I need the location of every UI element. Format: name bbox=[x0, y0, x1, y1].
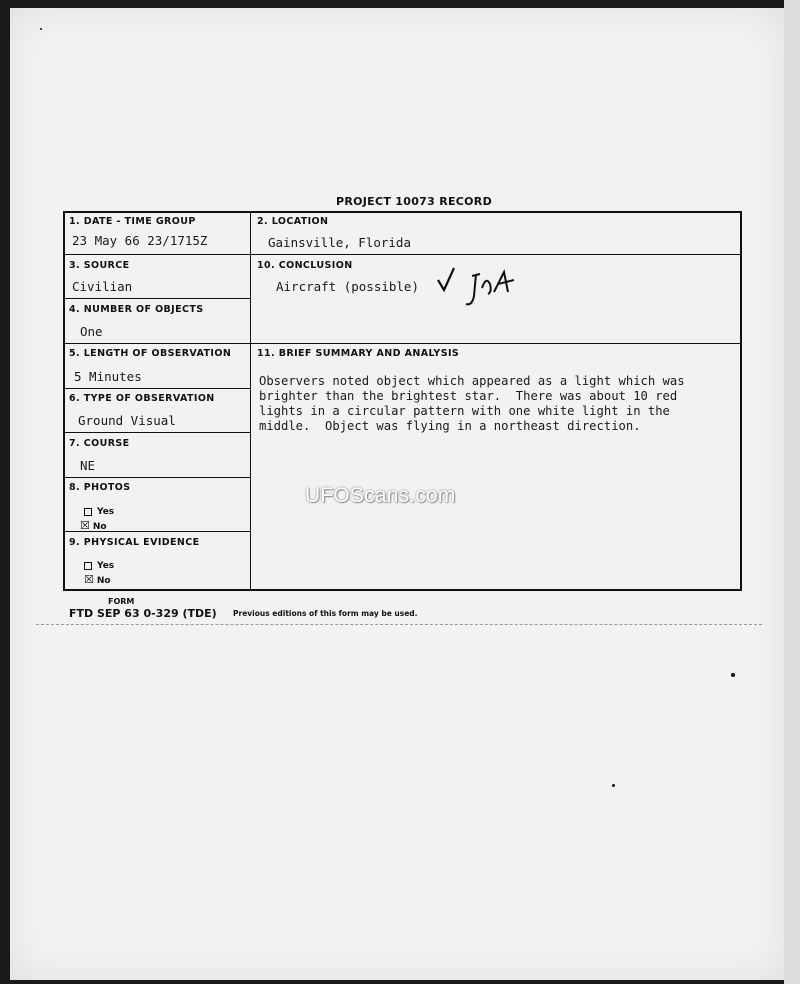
course-value: NE bbox=[80, 458, 96, 473]
conclusion-value: Aircraft (possible) bbox=[276, 279, 419, 294]
type-of-observation-label: 6. TYPE OF OBSERVATION bbox=[69, 393, 215, 404]
checked-box-icon: ☒ bbox=[80, 519, 90, 532]
course-label: 7. COURSE bbox=[69, 438, 130, 449]
form-title: PROJECT 10073 RECORD bbox=[336, 195, 493, 208]
photos-yes-option: Yes bbox=[84, 507, 114, 517]
photos-no-option: ☒ No bbox=[80, 519, 107, 532]
checkbox-icon bbox=[84, 508, 92, 516]
physical-evidence-no-option: ☒ No bbox=[84, 573, 111, 586]
length-of-observation-label: 5. LENGTH OF OBSERVATION bbox=[69, 348, 232, 359]
date-time-group-label: 1. DATE - TIME GROUP bbox=[69, 216, 196, 227]
checkbox-icon bbox=[84, 562, 92, 570]
handwritten-check-initials bbox=[432, 262, 522, 312]
length-of-observation-value: 5 Minutes bbox=[74, 369, 142, 384]
footer-form-id: FTD SEP 63 0-329 (TDE) bbox=[69, 607, 217, 620]
number-of-objects-label: 4. NUMBER OF OBJECTS bbox=[69, 304, 204, 315]
row-divider bbox=[64, 477, 250, 478]
row-divider bbox=[64, 432, 250, 433]
date-time-group-value: 23 May 66 23/1715Z bbox=[72, 233, 208, 248]
row-divider bbox=[64, 388, 250, 389]
location-value: Gainsville, Florida bbox=[268, 235, 411, 250]
checked-box-icon: ☒ bbox=[84, 573, 94, 586]
scan-speck bbox=[731, 673, 735, 677]
row-divider bbox=[64, 343, 741, 344]
location-label: 2. LOCATION bbox=[257, 216, 329, 227]
scan-line bbox=[36, 624, 762, 625]
source-value: Civilian bbox=[72, 279, 133, 294]
source-label: 3. SOURCE bbox=[69, 260, 130, 271]
column-divider bbox=[250, 212, 251, 590]
scan-speck bbox=[40, 28, 42, 30]
row-divider bbox=[64, 298, 250, 299]
number-of-objects-value: One bbox=[80, 324, 103, 339]
brief-summary-text: Observers noted object which appeared as a light which was brighter than the brightest star. There was about 10 red lights in a circular pattern with one white light in the middle. Object was flying in a northeast direction. bbox=[259, 374, 685, 433]
row-divider bbox=[64, 254, 741, 255]
watermark: UFOScans.com bbox=[305, 484, 456, 507]
physical-evidence-yes-option: Yes bbox=[84, 561, 114, 571]
brief-summary-label: 11. BRIEF SUMMARY AND ANALYSIS bbox=[257, 348, 460, 359]
type-of-observation-value: Ground Visual bbox=[78, 413, 176, 428]
footer-note: Previous editions of this form may be used. bbox=[233, 609, 418, 618]
scan-speck bbox=[612, 784, 615, 787]
footer-form-label: FORM bbox=[108, 597, 135, 606]
physical-evidence-label: 9. PHYSICAL EVIDENCE bbox=[69, 537, 200, 548]
page-edge bbox=[784, 0, 800, 984]
photos-label: 8. PHOTOS bbox=[69, 482, 131, 493]
conclusion-label: 10. CONCLUSION bbox=[257, 260, 353, 271]
